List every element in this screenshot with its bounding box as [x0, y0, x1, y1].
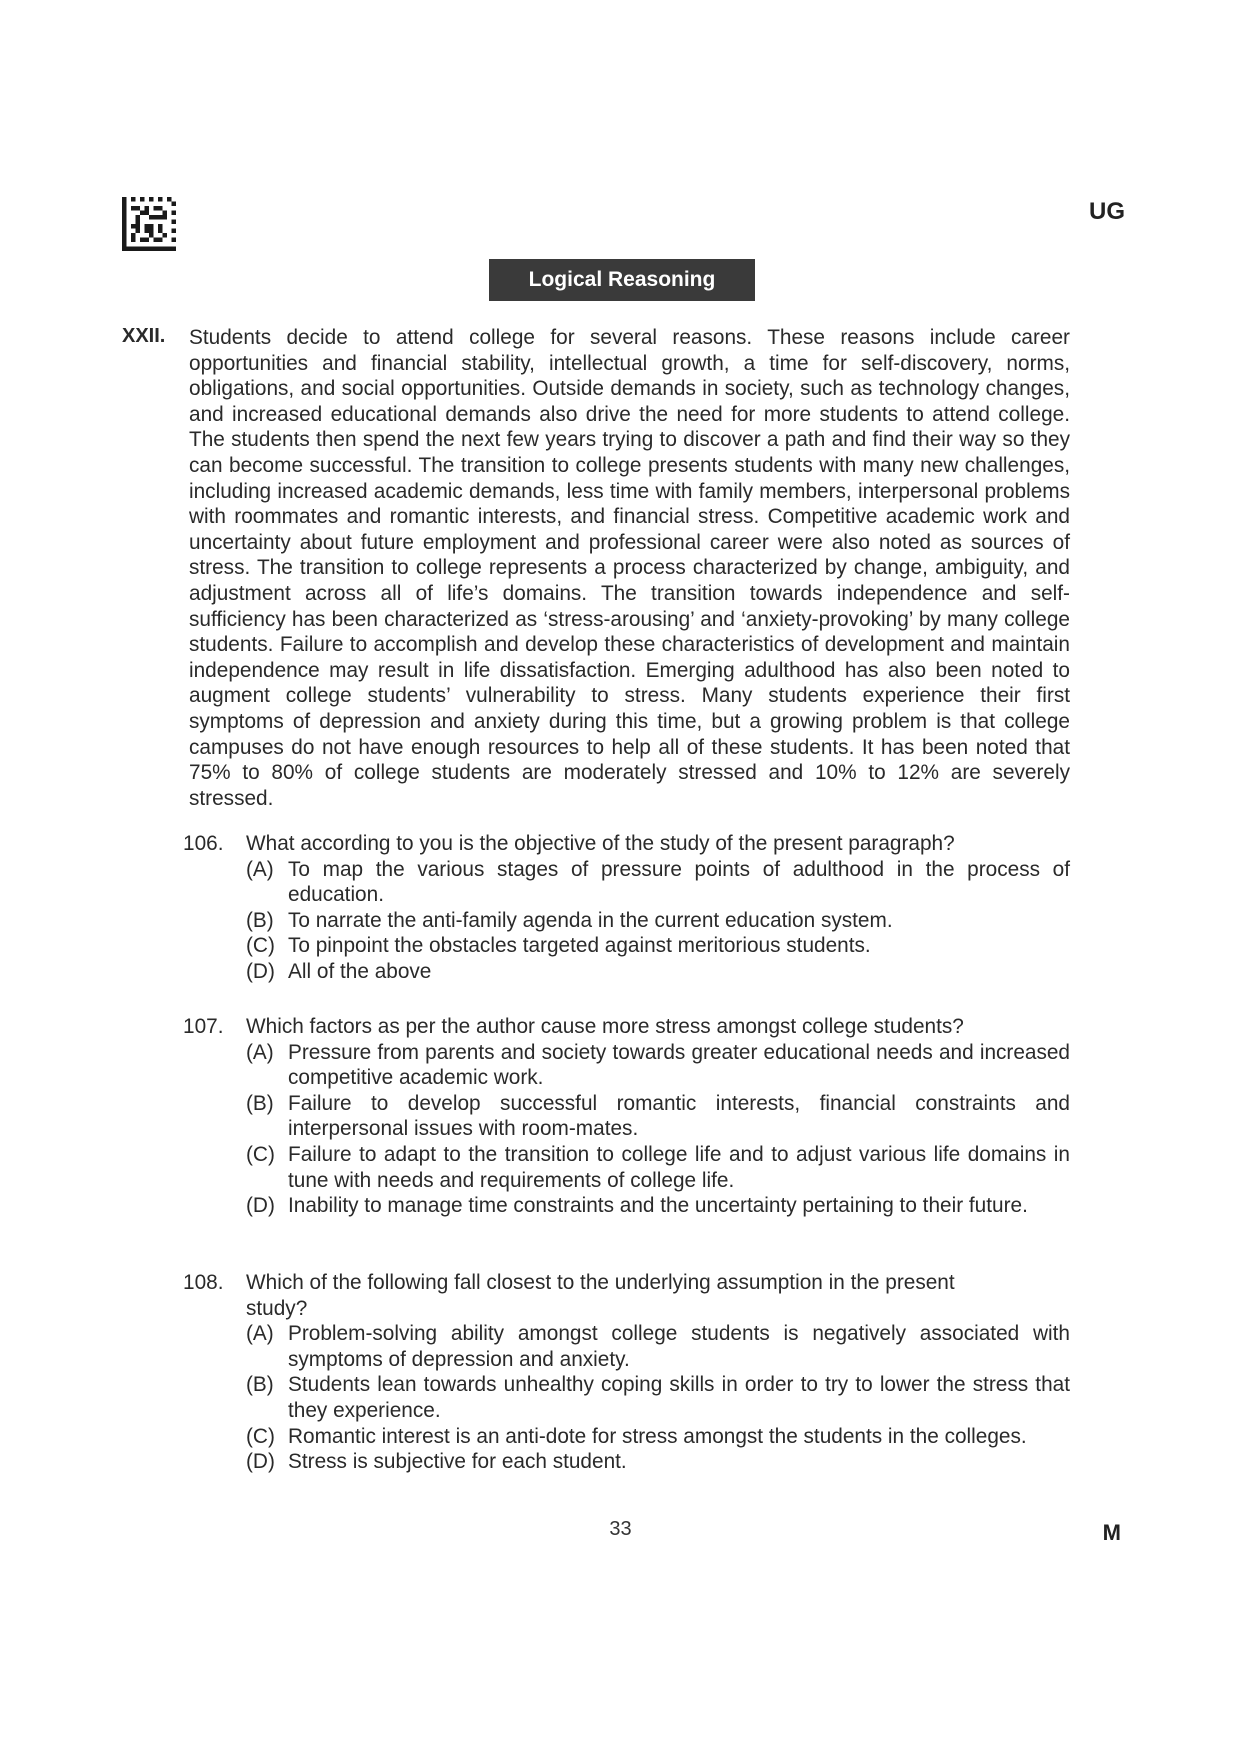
option-list — [183, 1040, 1070, 1219]
option-text: To map the various stages of pressure points of adulthood in the process of education. — [288, 857, 1070, 907]
option-b[interactable] — [183, 908, 1070, 934]
option-letter: (C) — [246, 934, 275, 958]
page-number: 33 — [609, 1518, 632, 1540]
option-list — [183, 1321, 1070, 1475]
option-letter: (C) — [246, 1142, 275, 1166]
option-a[interactable] — [183, 857, 1070, 908]
question-text: Which factors as per the author cause more stress amongst college students? — [246, 1015, 964, 1038]
option-text: To narrate the anti-family agenda in the current education system. — [288, 908, 893, 932]
option-letter: (D) — [246, 959, 275, 983]
option-letter: (C) — [246, 1424, 275, 1448]
qr-code-icon — [122, 197, 176, 251]
option-d[interactable] — [183, 1449, 1070, 1475]
question-106 — [183, 831, 1070, 985]
option-text: All of the above — [288, 959, 432, 983]
option-text: Inability to manage time constraints and the uncertainty pertaining to their future. — [288, 1194, 1028, 1218]
section-title: Logical Reasoning — [489, 259, 755, 301]
option-letter: (A) — [246, 1322, 274, 1346]
question-number: 108. — [183, 1271, 224, 1294]
paper-code: UG — [1089, 198, 1125, 225]
option-text: To pinpoint the obstacles targeted against meritorious students. — [288, 934, 871, 958]
question-text: Which of the following fall closest to the underlying assumption in the present study? — [246, 1271, 955, 1320]
option-list — [183, 857, 1070, 985]
option-text: Failure to develop successful romantic interests, financial constraints and interpersonal issues with room-mates. — [288, 1091, 1070, 1141]
option-text: Romantic interest is an anti-dote for stress amongst the students in the colleges. — [288, 1424, 1027, 1448]
option-a[interactable] — [183, 1321, 1070, 1372]
option-b[interactable] — [183, 1372, 1070, 1423]
passage-label: XXII. — [122, 325, 166, 347]
option-letter: (A) — [246, 1040, 274, 1064]
option-letter: (A) — [246, 857, 274, 881]
question-number: 107. — [183, 1015, 224, 1038]
option-letter: (B) — [246, 908, 274, 932]
corner-mark: M — [1102, 1520, 1121, 1545]
option-letter: (B) — [246, 1091, 274, 1115]
option-d[interactable] — [183, 959, 1070, 985]
option-letter: (D) — [246, 1450, 275, 1474]
question-108 — [183, 1270, 1070, 1475]
option-b[interactable] — [183, 1091, 1070, 1142]
option-text: Failure to adapt to the transition to college life and to adjust various life domains in tune with needs and requirements of college life. — [288, 1142, 1070, 1192]
option-text: Stress is subjective for each student. — [288, 1450, 627, 1474]
question-number: 106. — [183, 832, 224, 855]
passage-text: Students decide to attend college for several reasons. These reasons include career opportunities and financial stability, intellectual growth, a time for self-discovery, norms, obligations, and social opportunities. Outside demands in society, such as technology changes, and increased educational demands also drive the need for more students to attend college. The students then spend the next few years trying to discover a path and find their way so they can become successful. The transition to college presents students with many new challenges, including increased academic demands, less time with family members, interpersonal problems with roommates and romantic interests, and financial stress. Competitive academic work and uncertainty about future employment and professional career were also noted as sources of stress. The transition to college represents a process characterized by change, ambiguity, and adjustment across all of life’s domains. The transition towards independence and self-sufficiency has been characterized as ‘stress-arousing’ and ‘anxiety-provoking’ by many college students. Failure to accomplish and develop these characteristics of development and maintain independence may result in life dissatisfaction. Emerging adulthood has also been noted to augment college students’ vulnerability to stress. Many students experience their first symptoms of depression and anxiety during this time, but a growing problem is that college campuses do not have enough resources to help all of these students. It has been noted that 75% to 80% of college students are moderately stressed and 10% to 12% are severely stressed. — [189, 326, 1070, 810]
option-a[interactable] — [183, 1040, 1070, 1091]
question-107 — [183, 1014, 1070, 1219]
option-text: Pressure from parents and society towards greater educational needs and increased competitive academic work. — [288, 1040, 1070, 1090]
option-c[interactable] — [183, 933, 1070, 959]
option-text: Problem-solving ability amongst college students is negatively associated with symptoms of depression and anxiety. — [288, 1322, 1070, 1371]
option-c[interactable] — [183, 1142, 1070, 1193]
option-d[interactable] — [183, 1193, 1070, 1219]
question-text: What according to you is the objective of the study of the present paragraph? — [246, 832, 955, 855]
option-text: Students lean towards unhealthy coping skills in order to try to lower the stress that they experience. — [288, 1373, 1070, 1422]
option-letter: (D) — [246, 1194, 275, 1218]
option-c[interactable] — [183, 1424, 1070, 1450]
option-letter: (B) — [246, 1373, 274, 1397]
